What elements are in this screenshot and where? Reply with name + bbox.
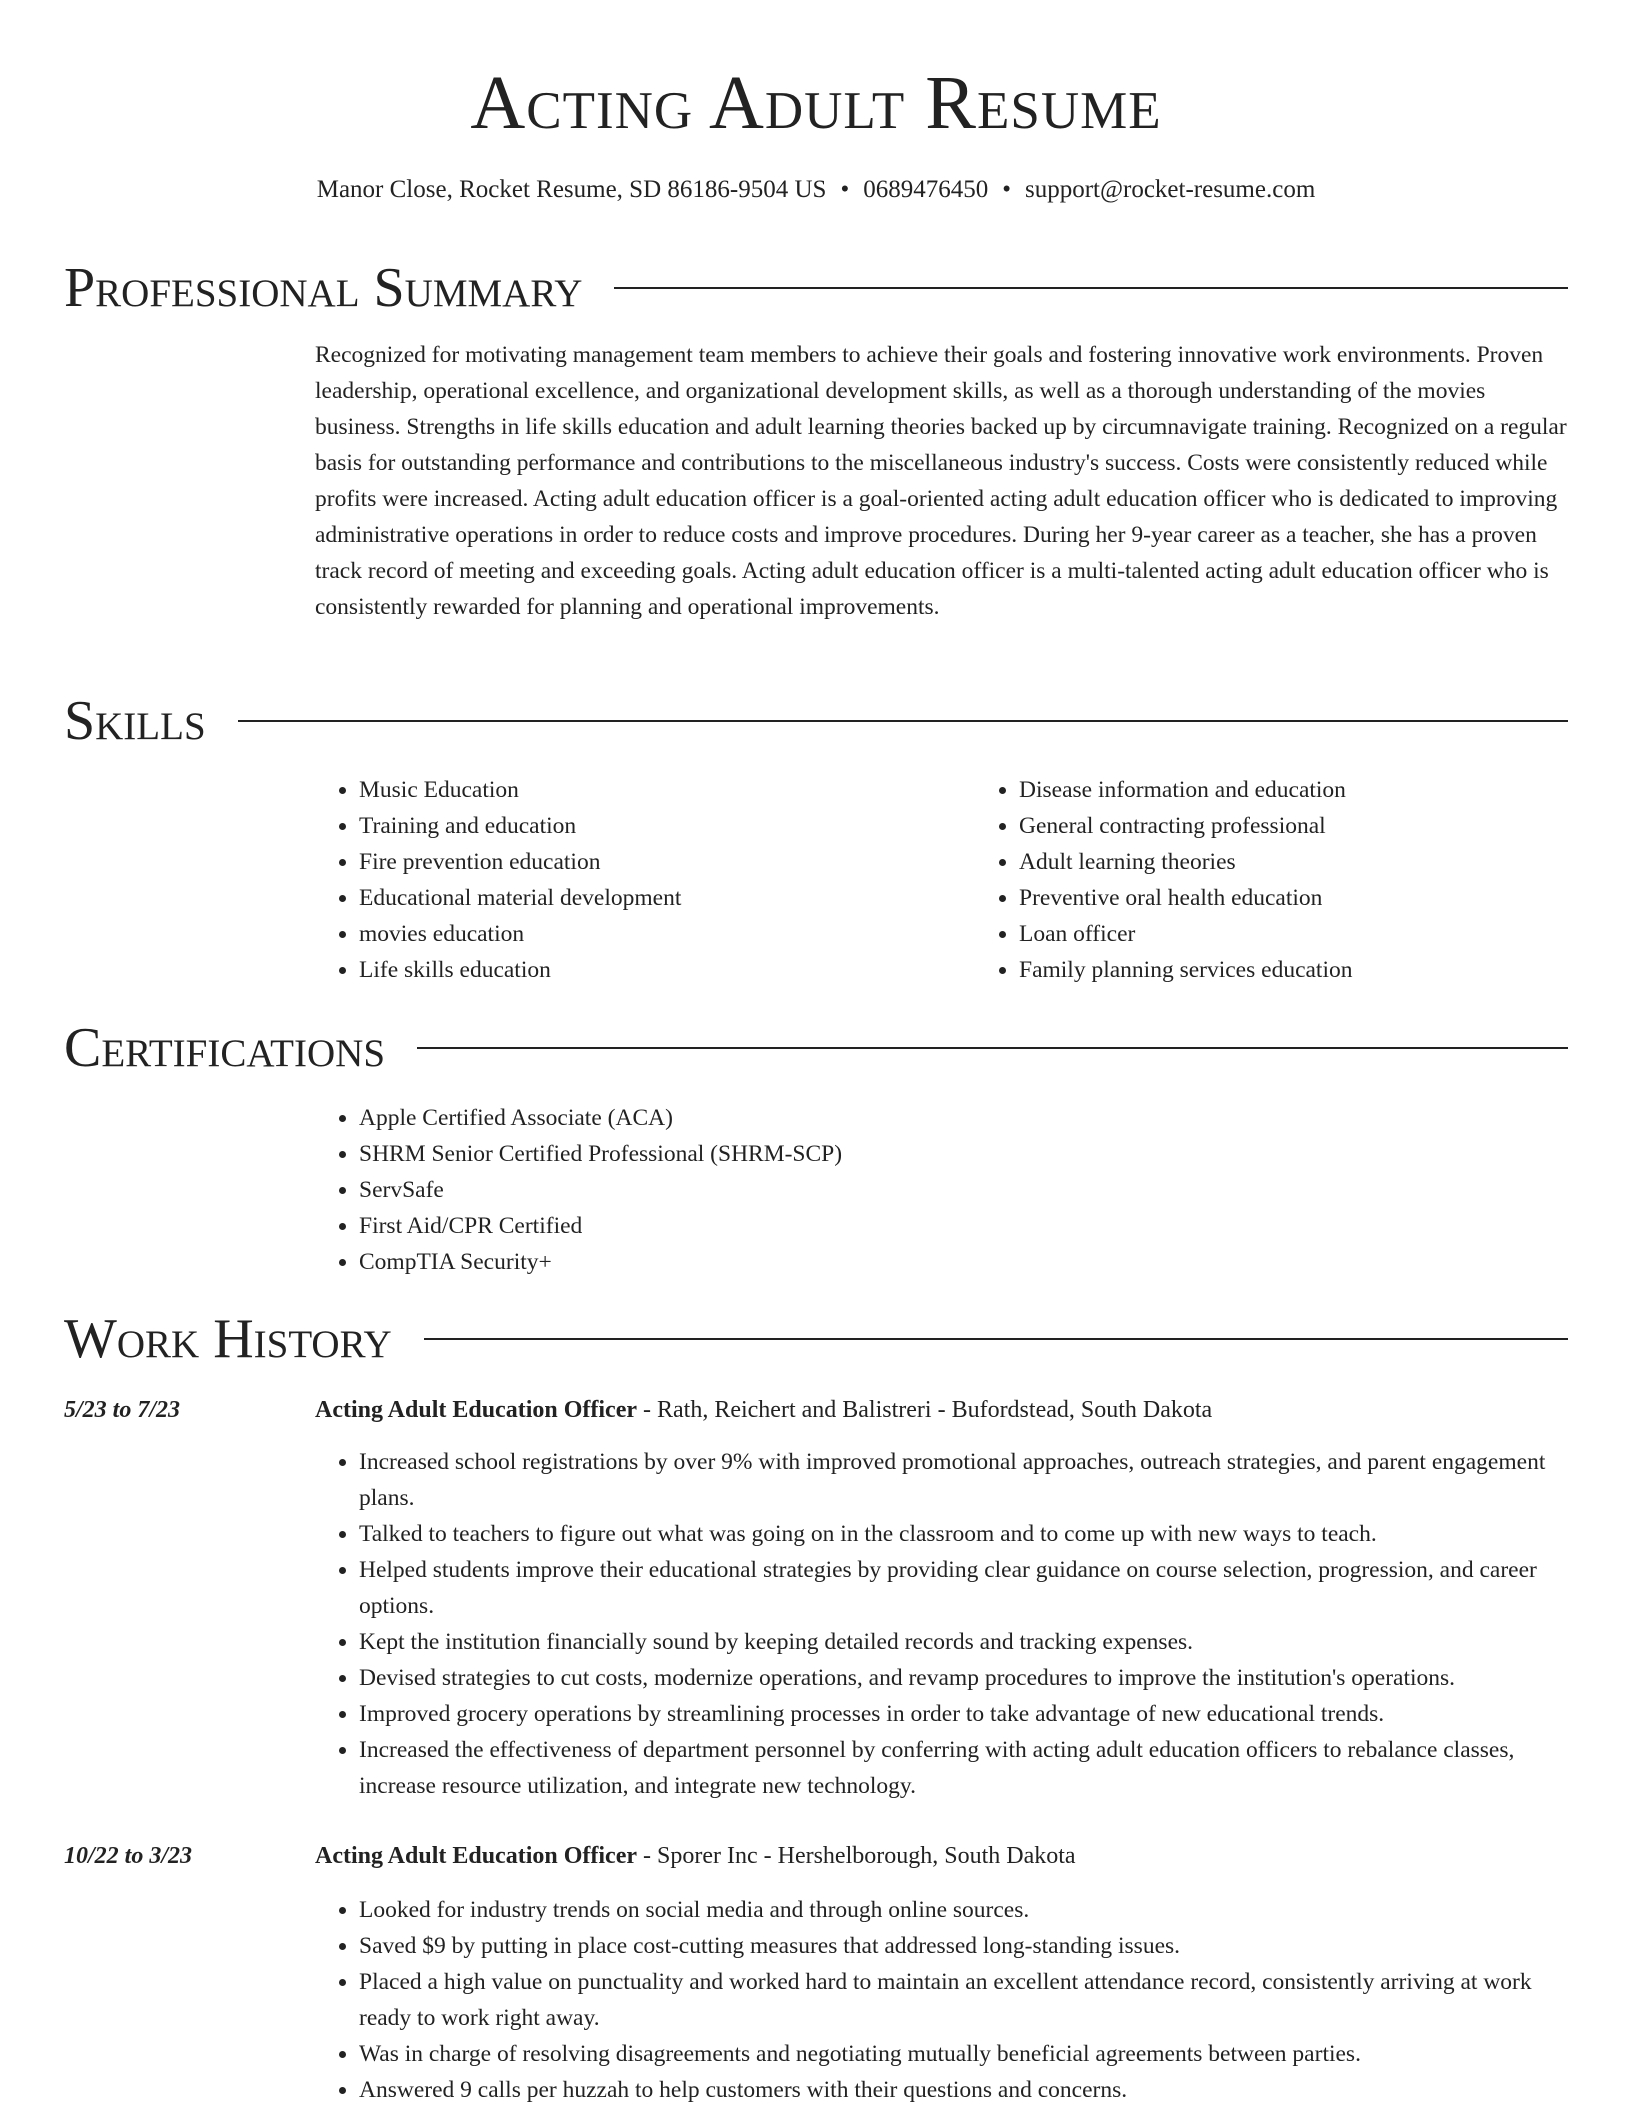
job-bullet-item: • Saved $9 by putting in place cost-cutting measures that addressed long-standing issues. — [359, 1928, 1568, 1964]
job-dates: 10/22 to 3/23 — [64, 1843, 193, 1869]
certifications-heading: Certifications — [64, 1017, 386, 1079]
certification-item: • Apple Certified Associate (ACA) — [359, 1100, 1568, 1136]
job-bullets — [315, 1892, 1568, 2108]
job-title-line — [315, 1392, 1568, 1428]
skills-list-right — [975, 772, 1632, 988]
job-bullet-item: • Increased school registrations by over 9% with improved promotional approaches, outreach strategies, and parent engagement plans. — [359, 1444, 1568, 1516]
contact-separator: • — [1002, 176, 1011, 203]
certifications-block — [315, 1100, 1568, 1280]
skill-item: • Adult learning theories — [1019, 844, 1632, 880]
contact-address: Manor Close, Rocket Resume, SD 86186-9504 US — [316, 176, 827, 203]
skill-item: • Training and education — [359, 808, 975, 844]
skill-item: • Disease information and education — [1019, 772, 1632, 808]
job-bullet-item: • Improved grocery operations by streamlining processes in order to take advantage of new educational trends. — [359, 1696, 1568, 1732]
skills-columns — [315, 772, 1568, 988]
work-heading: Work History — [64, 1308, 392, 1370]
section-divider — [614, 287, 1568, 289]
job-bullet-item: • Increased the effectiveness of department personnel by conferring with acting adult education officers to rebalance classes, increase resource utilization, and integrate new technology. — [359, 1732, 1568, 1804]
skill-item: • Educational material development — [359, 880, 975, 916]
skill-item: • movies education — [359, 916, 975, 952]
job-bullet-list — [315, 1892, 1568, 2108]
certification-item: • CompTIA Security+ — [359, 1244, 1568, 1280]
job-bullet-item: • Looked for industry trends on social media and through online sources. — [359, 1892, 1568, 1928]
skill-item: • Family planning services education — [1019, 952, 1632, 988]
section-divider — [417, 1047, 1568, 1049]
skill-item: • Life skills education — [359, 952, 975, 988]
certification-item: • First Aid/CPR Certified — [359, 1208, 1568, 1244]
job-bullets — [315, 1444, 1568, 1804]
job-dates: 5/23 to 7/23 — [64, 1397, 181, 1423]
summary-text: Recognized for motivating management team members to achieve their goals and fostering innovative work environments. Proven leadership, operational excellence, and organizational development skills, as well as a thorough understanding of the movies business. Strengths in life skills education and adult learning theories backed up by circumnavigate training. Recognized on a regular basis for outstanding performance and contributions to the miscellaneous industry's success. Costs were consistently reduced while profits were increased. Acting adult education officer is a goal-oriented acting adult education officer who is dedicated to improving administrative operations in order to reduce costs and improve procedures. During her 9-year career as a teacher, she has a proven track record of meeting and exceeding goals. Acting adult education officer is a multi-talented acting adult education officer who is consistently rewarded for planning and operational improvements. — [315, 342, 1567, 620]
skills-list-left — [315, 772, 975, 988]
summary-section-heading — [64, 256, 1568, 320]
job-bullet-item: • Was in charge of resolving disagreements and negotiating mutually beneficial agreements between parties. — [359, 2036, 1568, 2072]
job-title-line — [315, 1838, 1568, 1874]
summary-heading: Professional Summary — [64, 257, 583, 319]
job-bullet-item: • Devised strategies to cut costs, modernize operations, and revamp procedures to improve the institution's operations. — [359, 1660, 1568, 1696]
skill-item: • Loan officer — [1019, 916, 1632, 952]
contact-line — [0, 174, 1632, 206]
job-title: Acting Adult Education Officer — [315, 1843, 637, 1869]
skills-section-heading — [64, 689, 1568, 753]
job-bullet-item: • Placed a high value on punctuality and worked hard to maintain an excellent attendance record, consistently arriving at work ready to work right away. — [359, 1964, 1568, 2036]
skills-heading: Skills — [64, 690, 206, 752]
skill-item: • Fire prevention education — [359, 844, 975, 880]
job-bullet-item: • Helped students improve their educational strategies by providing clear guidance on course selection, progression, and career options. — [359, 1552, 1568, 1624]
certification-item: • SHRM Senior Certified Professional (SHRM-SCP) — [359, 1136, 1568, 1172]
job-employer-location: - Rath, Reichert and Balistreri - Bufordstead, South Dakota — [637, 1397, 1213, 1423]
section-divider — [424, 1338, 1568, 1340]
skill-item: • General contracting professional — [1019, 808, 1632, 844]
resume-title: Acting Adult Resume — [470, 61, 1162, 145]
skill-item: • Preventive oral health education — [1019, 880, 1632, 916]
job-bullet-list — [315, 1444, 1568, 1804]
certifications-list — [315, 1100, 1568, 1280]
contact-phone: 0689476450 — [863, 176, 989, 203]
work-section-heading — [64, 1307, 1568, 1371]
section-divider — [238, 720, 1568, 722]
job-bullet-item: • Answered 9 calls per huzzah to help customers with their questions and concerns. — [359, 2072, 1568, 2108]
job-bullet-item: • Talked to teachers to figure out what was going on in the classroom and to come up with new ways to teach. — [359, 1516, 1568, 1552]
skill-item: • Music Education — [359, 772, 975, 808]
job-bullet-item: • Kept the institution financially sound by keeping detailed records and tracking expenses. — [359, 1624, 1568, 1660]
contact-separator: • — [840, 176, 850, 203]
job-title: Acting Adult Education Officer — [315, 1397, 637, 1423]
certification-item: • ServSafe — [359, 1172, 1568, 1208]
contact-email: support@rocket-resume.com — [1024, 176, 1316, 203]
certifications-section-heading — [64, 1016, 1568, 1080]
job-employer-location: - Sporer Inc - Hershelborough, South Dakota — [637, 1843, 1076, 1869]
